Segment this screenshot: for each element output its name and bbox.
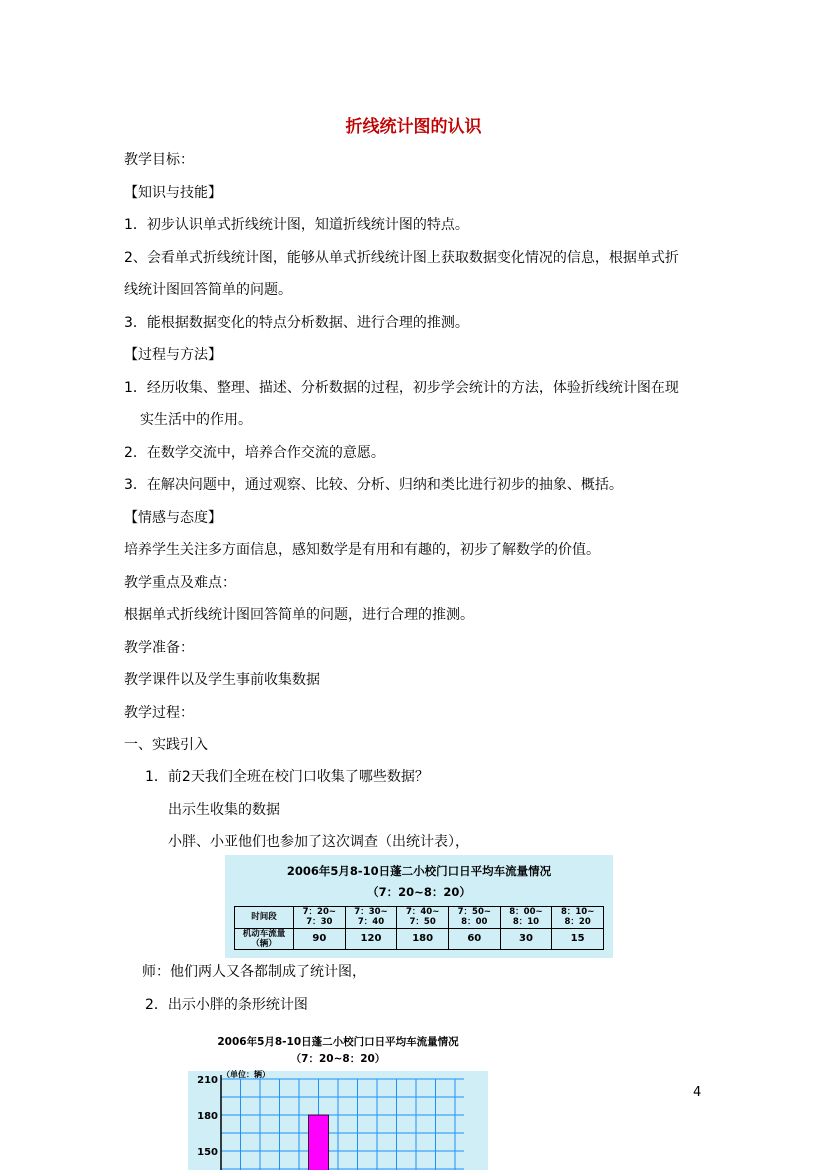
table-header-cell: 时间段: [235, 907, 294, 929]
table-cell: 30: [500, 928, 552, 950]
text-line: 【知识与技能】: [124, 185, 222, 201]
y-tick-label: 210: [197, 1075, 218, 1086]
page-number: 4: [693, 1085, 702, 1100]
table-cell: 120: [345, 928, 397, 950]
unit-label: （单位：辆）: [222, 1070, 270, 1079]
text-line: 1．经历收集、整理、描述、分析数据的过程，初步学会统计的方法，体验折线统计图在现: [124, 380, 679, 396]
table-cell: 7：30~ 7：40: [345, 907, 397, 929]
chart-subtitle: （7：20~8：20）: [290, 1053, 386, 1065]
table-cell: 180: [397, 928, 449, 950]
text-line: 根据单式折线统计图回答简单的问题，进行合理的推测。: [124, 607, 474, 623]
text-line: 教学过程：: [124, 705, 194, 721]
traffic-table-image: [225, 855, 613, 958]
text-line: 3．能根据数据变化的特点分析数据、进行合理的推测。: [124, 315, 469, 331]
table-row: [235, 907, 604, 929]
chart-title: 2006年5月8-10日蓬二小校门口日平均车流量情况: [217, 1036, 459, 1048]
text-line: 1．初步认识单式折线统计图，知道折线统计图的特点。: [124, 217, 469, 233]
table-cell: 7：40~ 7：50: [397, 907, 449, 929]
text-line: 2．在数学交流中，培养合作交流的意愿。: [124, 445, 385, 461]
table-cell: 8：00~ 8：10: [500, 907, 552, 929]
table-cell: 15: [552, 928, 604, 950]
table-cell: 8：10~ 8：20: [552, 907, 604, 929]
text-line: 培养学生关注多方面信息，感知数学是有用和有趣的，初步了解数学的价值。: [124, 542, 600, 558]
table-cell: 60: [448, 928, 500, 950]
table-cell: 7：50~ 8：00: [448, 907, 500, 929]
table-cell: 7：20~ 7：30: [294, 907, 346, 929]
text-line: 3．在解决问题中，通过观察、比较、分析、归纳和类比进行初步的抽象、概括。: [124, 477, 623, 493]
traffic-table: [234, 906, 604, 950]
y-tick-label: 150: [197, 1147, 218, 1158]
text-line: 【情感与态度】: [124, 510, 222, 526]
text-line: 实生活中的作用。: [140, 412, 252, 428]
text-line: 出示生收集的数据: [168, 802, 280, 818]
table-title: 2006年5月8-10日蓬二小校门口日平均车流量情况: [286, 864, 552, 878]
text-line: 小胖、小亚他们也参加了这次调查（出统计表），: [168, 834, 469, 850]
text-line: 【过程与方法】: [124, 347, 222, 363]
text-line: 师：他们两人又各都制成了统计图，: [142, 964, 366, 980]
table-row: [235, 928, 604, 950]
text-line: 教学课件以及学生事前收集数据: [124, 672, 320, 688]
table-subtitle: （7：20~8：20）: [367, 885, 471, 899]
text-line: 线统计图回答简单的问题。: [124, 282, 292, 298]
text-line: 一、实践引入: [124, 737, 208, 753]
text-line: 教学重点及难点：: [124, 575, 236, 591]
text-line: 教学目标：: [124, 152, 194, 168]
bar: [309, 1115, 329, 1170]
table-cell: 90: [294, 928, 346, 950]
text-line: 教学准备：: [124, 640, 194, 656]
bar-chart-image: [188, 1031, 488, 1170]
text-line: 2．出示小胖的条形统计图: [145, 997, 308, 1013]
page-title: 折线统计图的认识: [345, 117, 482, 137]
y-tick-label: 180: [197, 1111, 218, 1122]
text-line: 2、会看单式折线统计图，能够从单式折线统计图上获取数据变化情况的信息，根据单式折: [124, 250, 679, 266]
text-line: 1．前2天我们全班在校门口收集了哪些数据？: [145, 769, 429, 785]
bar-chart: [188, 1031, 488, 1170]
table-header-cell: 机动车流量 （辆）: [235, 928, 294, 950]
